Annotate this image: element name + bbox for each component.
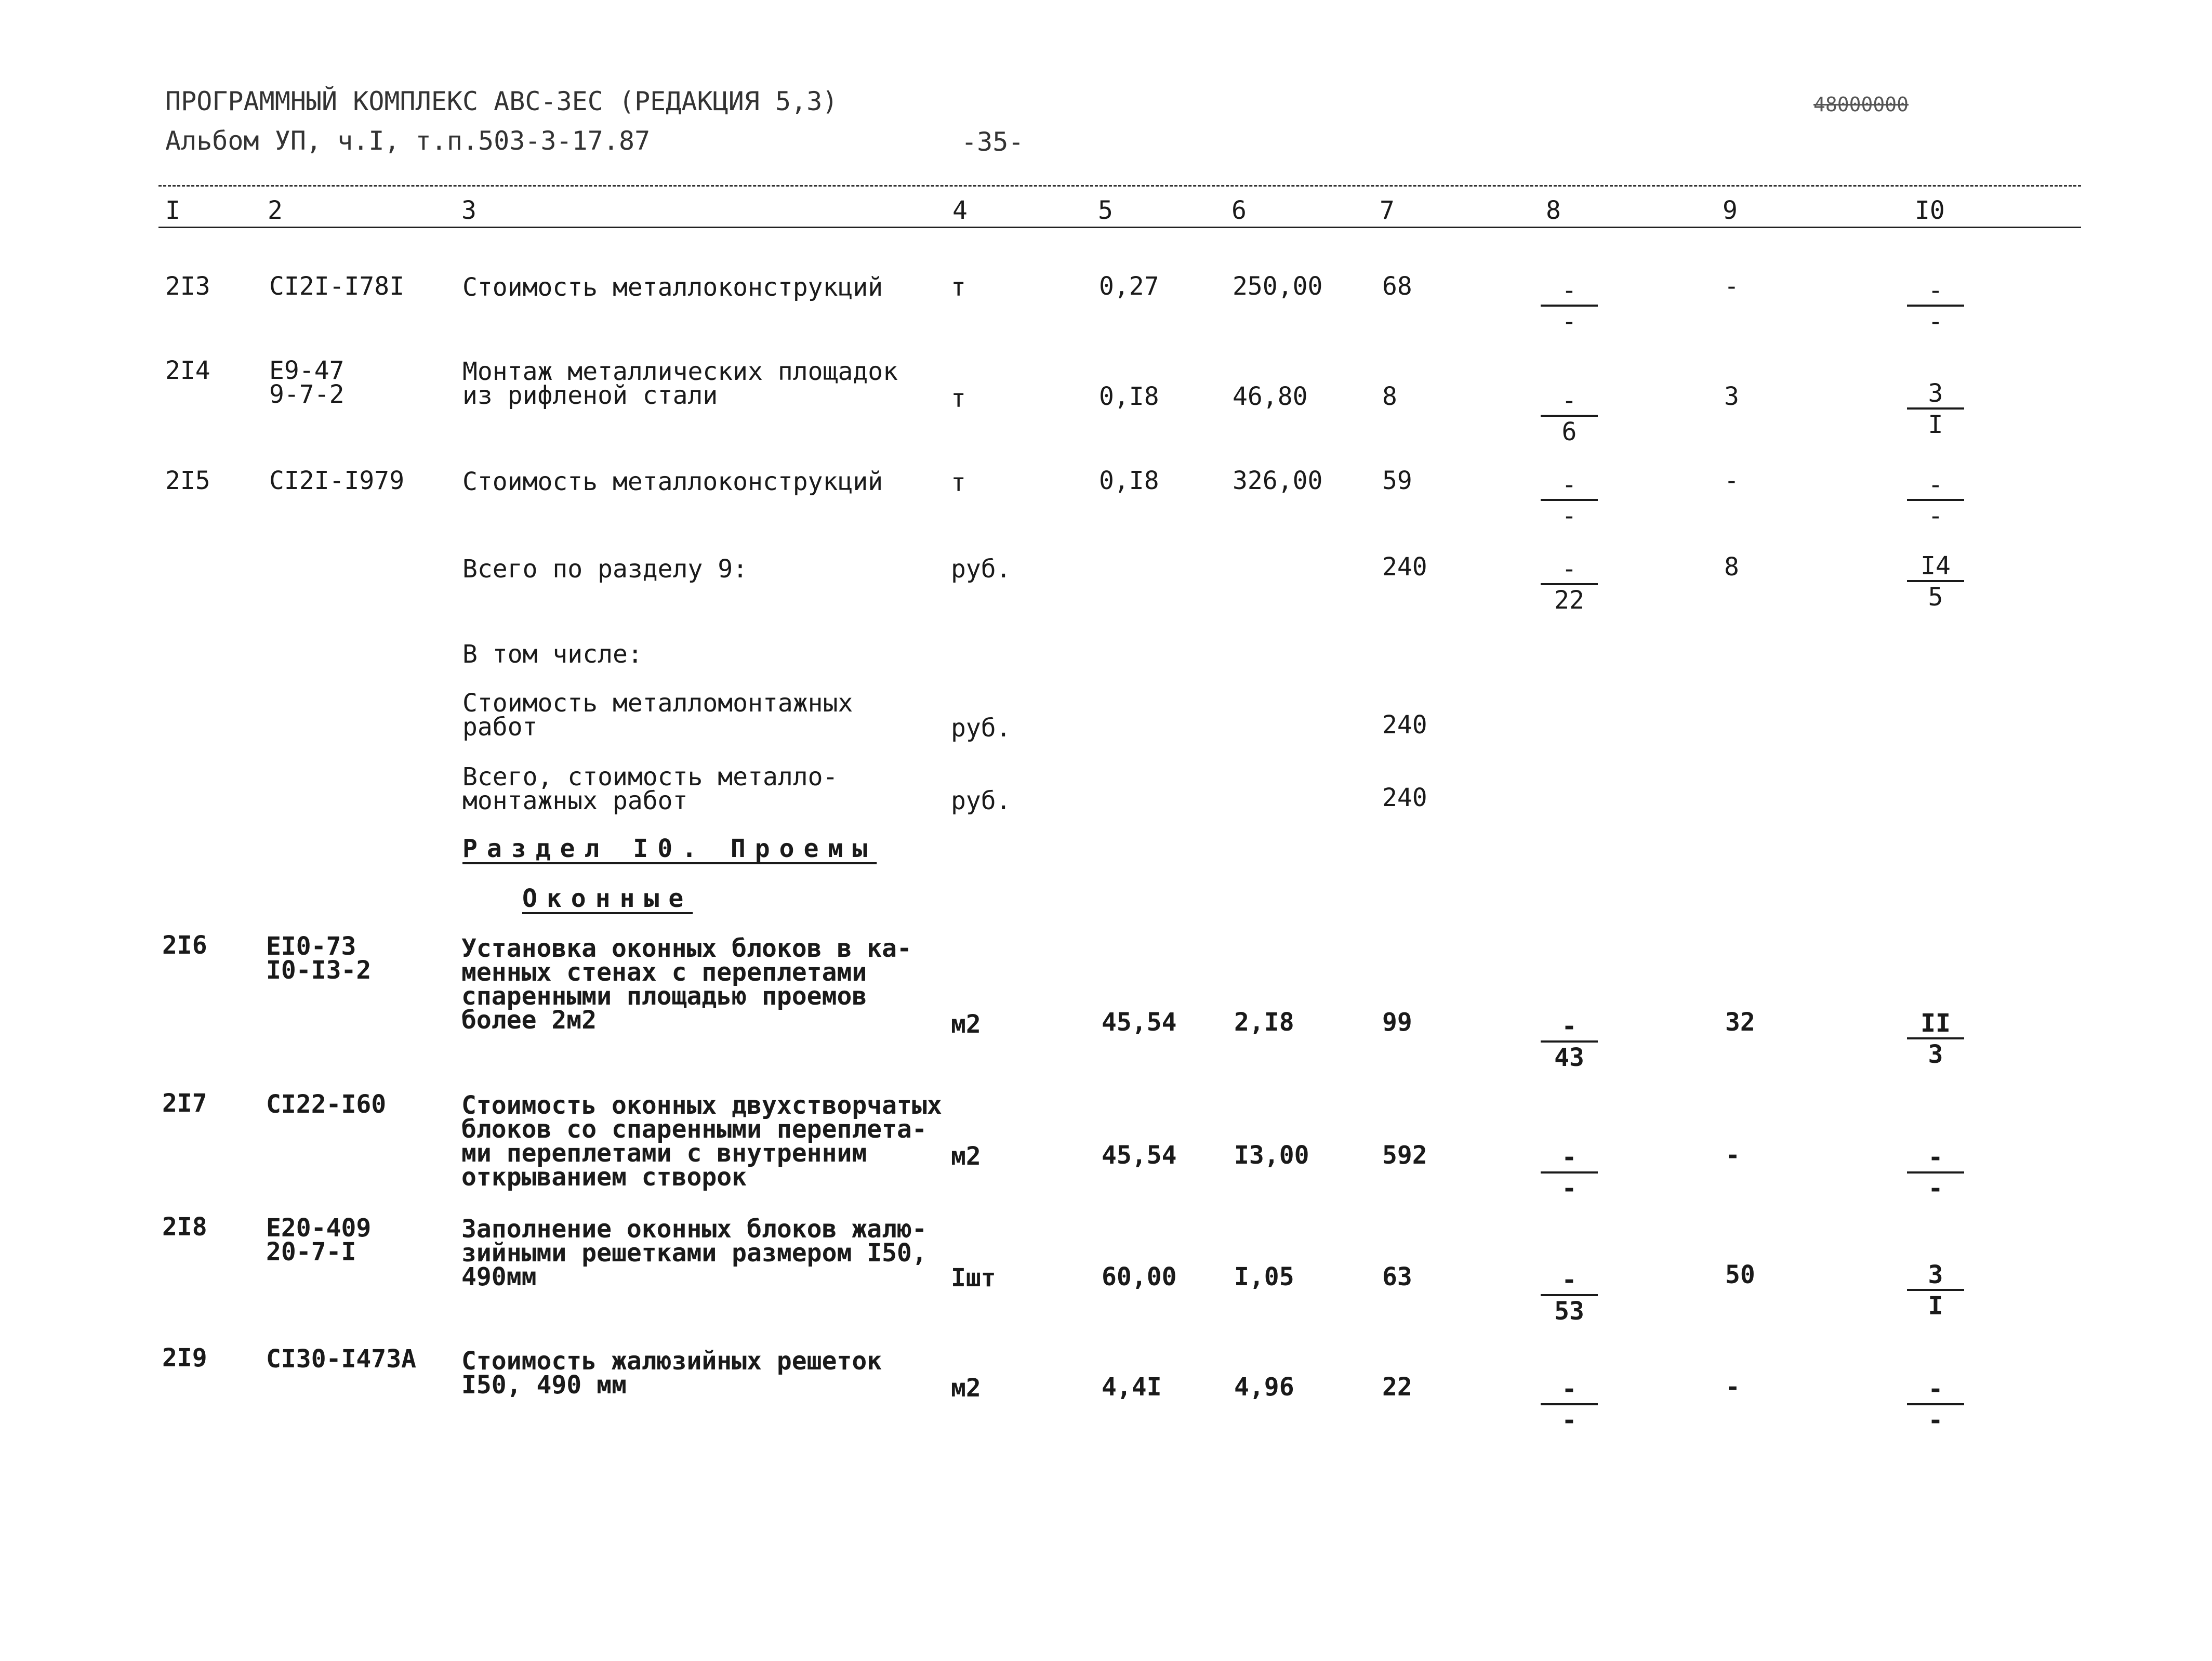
total-cost: 59 — [1382, 466, 1412, 495]
unit: руб. — [951, 714, 1011, 743]
col8-fraction — [1541, 1377, 1598, 1434]
column-header: 4 — [952, 196, 968, 225]
col8-numerator: - — [1541, 1268, 1598, 1296]
album-reference: Альбом УП, ч.I, т.п.503-3-17.87 — [165, 126, 651, 156]
total-cost: 240 — [1382, 552, 1427, 582]
column-header: 8 — [1546, 196, 1561, 225]
col10-numerator: - — [1907, 473, 1964, 501]
quantity: 0,I8 — [1099, 382, 1159, 411]
total-cost: 592 — [1382, 1141, 1427, 1170]
col9-value: - — [1724, 272, 1739, 301]
col10-denominator: 3 — [1928, 1040, 1943, 1069]
work-name: Всего, стоимость металло- монтажных работ — [462, 762, 838, 815]
column-header: 3 — [461, 196, 476, 225]
col8-fraction — [1541, 386, 1598, 446]
column-header: I — [165, 196, 180, 225]
quantity: 45,54 — [1102, 1141, 1177, 1170]
col10-numerator: II — [1907, 1011, 1964, 1039]
unit-price: 4,96 — [1234, 1373, 1294, 1402]
col8-fraction — [1541, 1014, 1598, 1072]
unit: м2 — [951, 1142, 981, 1171]
col10-fraction — [1907, 381, 1964, 439]
section-heading: Раздел I0. Проемы — [462, 834, 877, 863]
col10-denominator: I — [1928, 410, 1943, 439]
unit-price: 46,80 — [1233, 382, 1308, 411]
col8-numerator: - — [1541, 389, 1598, 417]
col10-numerator: 3 — [1907, 381, 1964, 410]
col8-numerator: - — [1541, 473, 1598, 501]
row-number: 2I8 — [162, 1212, 207, 1242]
col8-denominator: 6 — [1561, 417, 1577, 446]
unit-price: 250,00 — [1233, 272, 1323, 301]
column-header: 2 — [268, 196, 283, 225]
row-number: 2I5 — [165, 466, 210, 495]
work-name: Стоимость оконных двухстворчатых блоков со спаренными переплета- ми переплетами с внутренним открыванием створок — [461, 1091, 942, 1192]
col10-denominator: I — [1928, 1291, 1943, 1321]
rate-code: CI22-I60 — [266, 1090, 387, 1119]
col10-denominator: - — [1928, 1174, 1943, 1203]
row-number: 2I6 — [162, 931, 207, 960]
col10-numerator: - — [1907, 1145, 1964, 1174]
col10-numerator: I4 — [1907, 554, 1964, 582]
unit-price: I,05 — [1234, 1262, 1294, 1291]
col10-numerator: - — [1907, 279, 1964, 307]
col8-numerator: - — [1541, 1014, 1598, 1043]
row-number: 2I3 — [165, 272, 210, 301]
work-name: Стоимость металлоконструкций — [462, 467, 883, 496]
col8-fraction — [1541, 276, 1598, 336]
work-name: Стоимость металломонтажных работ — [462, 689, 853, 742]
col8-denominator: 53 — [1554, 1297, 1584, 1326]
rate-code: CI30-I473A — [266, 1344, 416, 1374]
column-header: 6 — [1231, 196, 1247, 225]
col10-fraction — [1907, 1011, 1964, 1069]
col10-fraction — [1907, 276, 1964, 336]
col9-value: - — [1725, 1373, 1740, 1402]
quantity: 0,27 — [1099, 272, 1159, 301]
rate-code: E9-47 9-7-2 — [269, 356, 345, 409]
work-name: Стоимость жалюзийных решеток I50, 490 мм — [461, 1347, 882, 1400]
col10-fraction — [1907, 470, 1964, 531]
col10-fraction — [1907, 1377, 1964, 1434]
work-name: Заполнение оконных блоков жалю- зийными решетками размером I50, 490мм — [461, 1215, 927, 1291]
col10-numerator: 3 — [1907, 1263, 1964, 1291]
col8-numerator: - — [1541, 1377, 1598, 1405]
row-number: 2I7 — [162, 1089, 207, 1118]
col8-fraction — [1541, 470, 1598, 531]
total-cost: 99 — [1382, 1008, 1412, 1037]
col9-value: - — [1725, 1141, 1740, 1170]
total-cost: 240 — [1382, 710, 1427, 740]
row-number: 2I4 — [165, 356, 210, 385]
total-cost: 63 — [1382, 1262, 1412, 1291]
col8-denominator: - — [1561, 1406, 1577, 1435]
col10-denominator: - — [1928, 1406, 1943, 1435]
unit: м2 — [951, 1374, 981, 1403]
unit: т — [951, 273, 966, 302]
subsection-heading: Оконные — [522, 884, 693, 913]
col8-numerator: - — [1541, 1145, 1598, 1174]
quantity: 0,I8 — [1099, 466, 1159, 495]
rate-code: E20-409 20-7-I — [266, 1214, 372, 1267]
col9-value: 3 — [1724, 382, 1739, 411]
work-name: Всего по разделу 9: — [462, 555, 748, 584]
quantity: 4,4I — [1102, 1373, 1162, 1402]
page-number: -35- — [961, 127, 1024, 157]
program-title: ПРОГРАММНЫЙ КОМПЛЕКС АВС-ЗЕС (РЕДАКЦИЯ 5,3) — [165, 86, 838, 116]
col8-denominator: - — [1561, 307, 1577, 336]
col10-fraction — [1907, 1260, 1964, 1321]
col9-value: 32 — [1725, 1008, 1755, 1037]
col8-fraction — [1541, 1265, 1598, 1326]
row-number: 2I9 — [162, 1343, 207, 1373]
unit: Iшт — [951, 1263, 996, 1293]
column-header: 5 — [1098, 196, 1113, 225]
col10-numerator: - — [1907, 1377, 1964, 1405]
total-cost: 22 — [1382, 1373, 1412, 1402]
col10-denominator: 5 — [1928, 583, 1943, 612]
header-rule-top — [158, 185, 2081, 187]
work-name: Установка оконных блоков в ка- менных стенах с переплетами спаренными площадью проемов более 2м2 — [461, 934, 912, 1035]
column-header: I0 — [1915, 196, 1945, 225]
unit-price: I3,00 — [1234, 1141, 1309, 1170]
unit-price: 326,00 — [1233, 466, 1323, 495]
col8-denominator: 43 — [1554, 1043, 1584, 1072]
col8-fraction — [1541, 557, 1598, 614]
rate-code: CI2I-I78I — [269, 272, 405, 301]
unit: м2 — [951, 1010, 981, 1039]
col10-fraction — [1907, 1145, 1964, 1203]
quantity: 60,00 — [1102, 1262, 1177, 1291]
col10-fraction — [1907, 551, 1964, 612]
col9-value: 50 — [1725, 1260, 1755, 1289]
column-header: 7 — [1380, 196, 1395, 225]
unit: т — [951, 384, 966, 413]
total-cost: 240 — [1382, 783, 1427, 812]
col8-fraction — [1541, 1145, 1598, 1203]
col8-denominator: 22 — [1554, 586, 1584, 615]
header-rule-bottom — [158, 227, 2081, 228]
col9-value: - — [1724, 466, 1739, 495]
rate-code: EI0-73 I0-I3-2 — [266, 932, 372, 985]
unit-price: 2,I8 — [1234, 1008, 1294, 1037]
col8-numerator: - — [1541, 279, 1598, 307]
column-header: 9 — [1723, 196, 1738, 225]
col8-numerator: - — [1541, 557, 1598, 585]
total-cost: 68 — [1382, 272, 1412, 301]
unit: руб. — [951, 786, 1011, 815]
col8-denominator: - — [1561, 1174, 1577, 1203]
col10-denominator: - — [1928, 502, 1943, 531]
unit: т — [951, 468, 966, 497]
col8-denominator: - — [1561, 502, 1577, 531]
work-name: Монтаж металлических площадок из рифленой стали — [462, 357, 898, 410]
col10-denominator: - — [1928, 307, 1943, 336]
page-stamp: 48000000 — [1813, 93, 1909, 116]
work-name: Стоимость металлоконструкций — [462, 273, 883, 302]
col9-value: 8 — [1724, 552, 1739, 582]
quantity: 45,54 — [1102, 1008, 1177, 1037]
total-cost: 8 — [1382, 382, 1397, 411]
subtotal-caption: В том числе: — [462, 640, 643, 669]
unit: руб. — [951, 555, 1011, 584]
rate-code: CI2I-I979 — [269, 466, 405, 495]
